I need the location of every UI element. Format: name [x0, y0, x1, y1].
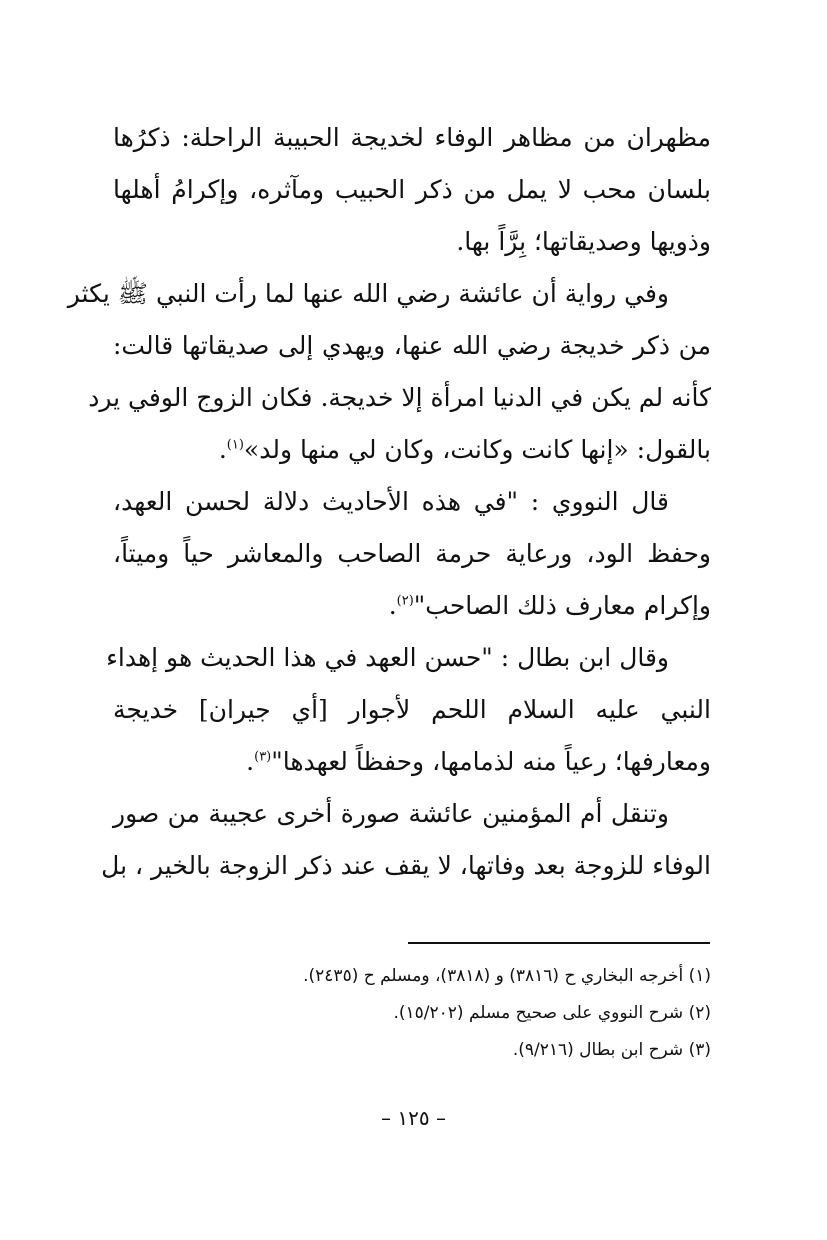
text-line: وتنقل أم المؤمنين عائشة صورة أخرى عجيبة من صور	[113, 799, 669, 828]
footnote-separator	[408, 942, 710, 944]
text-line: قال النووي : "في هذه الأحاديث دلالة لحسن العهد،	[113, 487, 669, 516]
footnotes	[113, 958, 711, 1069]
text-line: وذويها وصديقاتها؛ بِرَّاً بها.	[456, 227, 711, 256]
text-line: وفي رواية أن عائشة رضي الله عنها لما رأت النبي ﷺ يكثر	[67, 279, 669, 308]
main-text	[67, 112, 711, 892]
footnote-1: (١) أخرجه البخاري ح (٣٨١٦) و (٣٨١٨)، ومسلم ح (٢٤٣٥).	[303, 966, 711, 986]
text-line: بلسان محب لا يمل من ذكر الحبيب ومآثره، وإكرامُ أهلها	[113, 175, 711, 204]
footnote-ref-2: (٢)	[396, 593, 414, 609]
line-text: ومعارفها؛ رعياً منه لذمامها، وحفظاً لعهدها"	[271, 747, 711, 776]
footnote-ref-1: (١)	[226, 437, 244, 453]
footnote-2: (٢) شرح النووي على صحيح مسلم (١٥/٢٠٢).	[393, 1003, 711, 1023]
paragraph-5	[101, 788, 711, 892]
paragraph-4	[106, 632, 711, 788]
text-line	[113, 580, 711, 632]
paragraph-1	[113, 112, 711, 268]
end-punctuation: .	[388, 591, 397, 620]
text-line	[113, 424, 711, 476]
text-line: من ذكر خديجة رضي الله عنها، ويهدي إلى صديقاتها قالت:	[113, 331, 711, 360]
footnote-3: (٣) شرح ابن بطال (٩/٢١٦).	[512, 1040, 711, 1060]
text-line: النبي عليه السلام اللحم لأجوار [أي جيران] خديجة	[113, 695, 711, 724]
text-line: مظهران من مظاهر الوفاء لخديجة الحبيبة الراحلة: ذكرُها	[113, 123, 711, 152]
text-line: وقال ابن بطال : "حسن العهد في هذا الحديث هو إهداء	[106, 643, 669, 672]
line-text: وإكرام معارف ذلك الصاحب"	[413, 591, 711, 620]
end-punctuation: .	[218, 435, 227, 464]
text-line: الوفاء للزوجة بعد وفاتها، لا يقف عند ذكر الزوجة بالخير ، بل	[101, 851, 711, 880]
end-punctuation: .	[246, 747, 255, 776]
page-number: – ١٢٥ –	[381, 1106, 446, 1130]
text-line: كأنه لم يكن في الدنيا امرأة إلا خديجة. فكان الزوج الوفي يرد	[88, 383, 711, 412]
paragraph-2	[67, 268, 711, 476]
footnote-ref-3: (٣)	[254, 749, 272, 765]
text-line: وحفظ الود، ورعاية حرمة الصاحب والمعاشر حياً وميتاً،	[113, 539, 711, 568]
line-text: بالقول: «إنها كانت وكانت، وكان لي منها ولد»	[243, 435, 711, 464]
paragraph-3	[113, 476, 711, 632]
text-line	[113, 736, 711, 788]
